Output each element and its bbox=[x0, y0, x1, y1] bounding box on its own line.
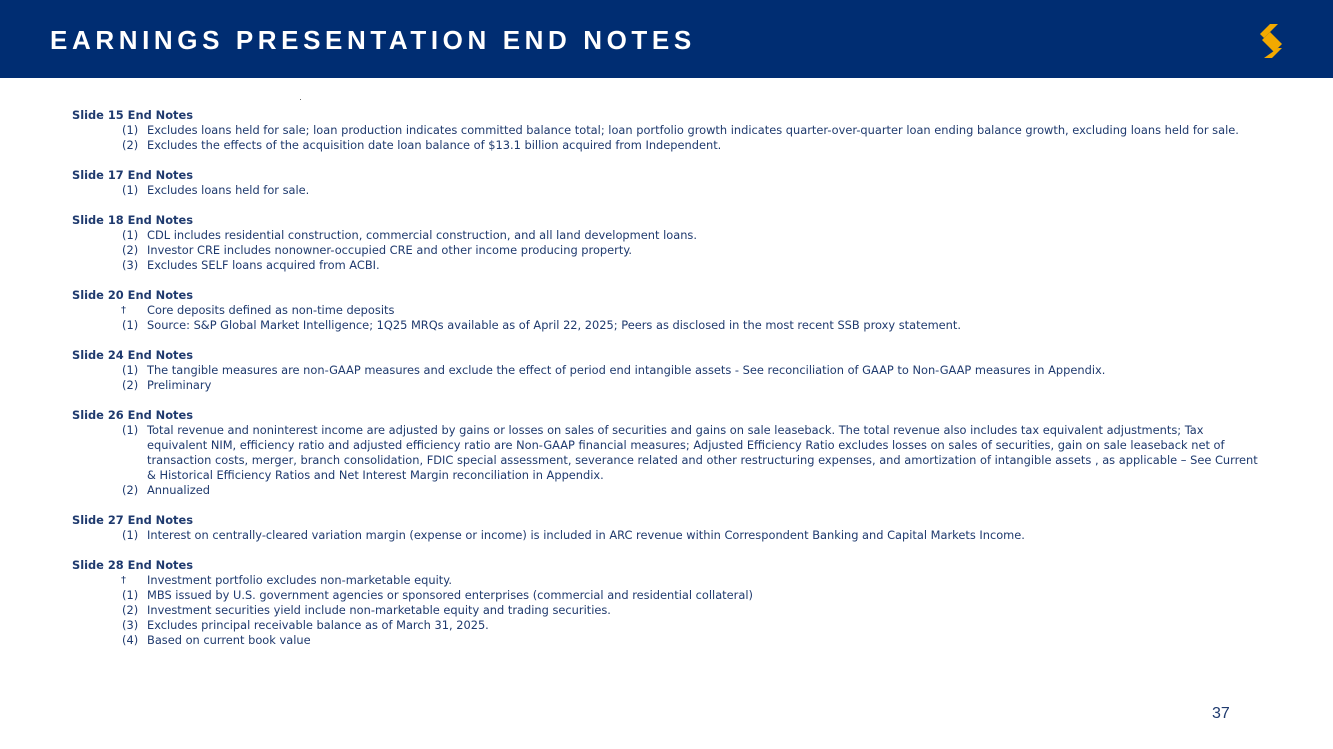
note-text: Total revenue and noninterest income are adjusted by gains or losses on sales of securities and gains on sale leaseback. The total revenue also includes tax equivalent adjustments; Tax equivalent NIM, efficiency ratio and adjusted efficiency ratio are Non-GAAP financial measures; Adjusted Efficiency Ratio excludes losses on sales of securities, gain on sale leaseback net of transaction costs, merger, branch consolidation, FDIC special assessment, severance related and other restructuring expenses, and amortization of intangible assets , as applicable – See Current & Historical Efficiency Ratios and Net Interest Margin reconciliation in Appendix. bbox=[147, 423, 1258, 482]
note-text: Excludes loans held for sale. bbox=[147, 183, 310, 197]
note-item bbox=[72, 588, 1262, 603]
section-title: Slide 18 End Notes bbox=[72, 213, 193, 227]
note-marker: (2) bbox=[122, 243, 139, 257]
note-item bbox=[72, 528, 1262, 543]
section-title: Slide 24 End Notes bbox=[72, 348, 193, 362]
note-marker: (1) bbox=[122, 528, 139, 542]
ss-logo-icon bbox=[1256, 22, 1286, 60]
note-item bbox=[72, 258, 1262, 273]
section-title: Slide 26 End Notes bbox=[72, 408, 193, 422]
stray-dot bbox=[300, 99, 301, 100]
note-item bbox=[72, 243, 1262, 258]
note-text: Source: S&P Global Market Intelligence; 1Q25 MRQs available as of April 22, 2025; Peers as disclosed in the most recent SSB proxy statement. bbox=[147, 318, 961, 332]
section-title: Slide 17 End Notes bbox=[72, 168, 193, 182]
end-notes-section bbox=[72, 288, 1262, 333]
page-title: EARNINGS PRESENTATION END NOTES bbox=[50, 25, 696, 55]
note-text: Interest on centrally-cleared variation margin (expense or income) is included in ARC revenue within Correspondent Banking and Capital Markets Income. bbox=[147, 528, 1025, 542]
note-marker: † bbox=[121, 575, 126, 586]
note-item bbox=[72, 618, 1262, 633]
note-marker: (2) bbox=[122, 378, 139, 392]
end-notes-section bbox=[72, 408, 1262, 498]
note-text: Based on current book value bbox=[147, 633, 311, 647]
note-item bbox=[72, 318, 1262, 333]
section-title: Slide 27 End Notes bbox=[72, 513, 193, 527]
note-item bbox=[72, 378, 1262, 393]
note-item bbox=[72, 483, 1262, 498]
note-marker: (1) bbox=[122, 363, 139, 377]
note-text: The tangible measures are non-GAAP measures and exclude the effect of period end intangible assets - See reconciliation of GAAP to Non-GAAP measures in Appendix. bbox=[147, 363, 1106, 377]
end-notes-section bbox=[72, 558, 1262, 648]
note-marker: (1) bbox=[122, 123, 139, 137]
note-item bbox=[72, 303, 1262, 318]
note-marker: (2) bbox=[122, 483, 139, 497]
note-text: Investment securities yield include non-marketable equity and trading securities. bbox=[147, 603, 611, 617]
note-text: Excludes the effects of the acquisition date loan balance of $13.1 billion acquired from Independent. bbox=[147, 138, 722, 152]
note-marker: (1) bbox=[122, 183, 139, 197]
note-text: Investment portfolio excludes non-marketable equity. bbox=[147, 573, 452, 587]
end-notes-section bbox=[72, 213, 1262, 273]
note-marker: (2) bbox=[122, 603, 139, 617]
note-marker: (3) bbox=[122, 618, 139, 632]
note-marker: (1) bbox=[122, 228, 139, 242]
section-title: Slide 20 End Notes bbox=[72, 288, 193, 302]
note-item bbox=[72, 123, 1262, 138]
note-item bbox=[72, 363, 1262, 378]
note-text: Excludes SELF loans acquired from ACBI. bbox=[147, 258, 380, 272]
note-item bbox=[72, 138, 1262, 153]
note-text: Preliminary bbox=[147, 378, 212, 392]
note-marker: (1) bbox=[122, 318, 139, 332]
header-bar bbox=[0, 0, 1333, 78]
note-text: Excludes principal receivable balance as of March 31, 2025. bbox=[147, 618, 489, 632]
note-item bbox=[72, 423, 1262, 483]
note-text: Investor CRE includes nonowner-occupied CRE and other income producing property. bbox=[147, 243, 633, 257]
note-item bbox=[72, 603, 1262, 618]
note-marker: (1) bbox=[122, 588, 139, 602]
note-text: Core deposits defined as non-time deposits bbox=[147, 303, 395, 317]
note-item bbox=[72, 573, 1262, 588]
note-marker: † bbox=[121, 305, 126, 316]
note-text: Annualized bbox=[147, 483, 210, 497]
section-title: Slide 28 End Notes bbox=[72, 558, 193, 572]
note-text: MBS issued by U.S. government agencies or sponsored enterprises (commercial and residential collateral) bbox=[147, 588, 753, 602]
note-item bbox=[72, 228, 1262, 243]
note-marker: (3) bbox=[122, 258, 139, 272]
end-notes-section bbox=[72, 168, 1262, 198]
note-marker: (1) bbox=[122, 423, 139, 437]
page-number: 37 bbox=[1212, 705, 1230, 722]
note-text: CDL includes residential construction, commercial construction, and all land development loans. bbox=[147, 228, 697, 242]
note-marker: (2) bbox=[122, 138, 139, 152]
end-notes-section bbox=[72, 108, 1262, 153]
end-notes-list bbox=[72, 108, 1262, 663]
end-notes-section bbox=[72, 348, 1262, 393]
end-notes-section bbox=[72, 513, 1262, 543]
note-item bbox=[72, 633, 1262, 648]
note-text: Excludes loans held for sale; loan production indicates committed balance total; loan portfolio growth indicates quarter-over-quarter loan ending balance growth, excluding loans held for sale. bbox=[147, 123, 1239, 137]
note-item bbox=[72, 183, 1262, 198]
note-marker: (4) bbox=[122, 633, 139, 647]
section-title: Slide 15 End Notes bbox=[72, 108, 193, 122]
